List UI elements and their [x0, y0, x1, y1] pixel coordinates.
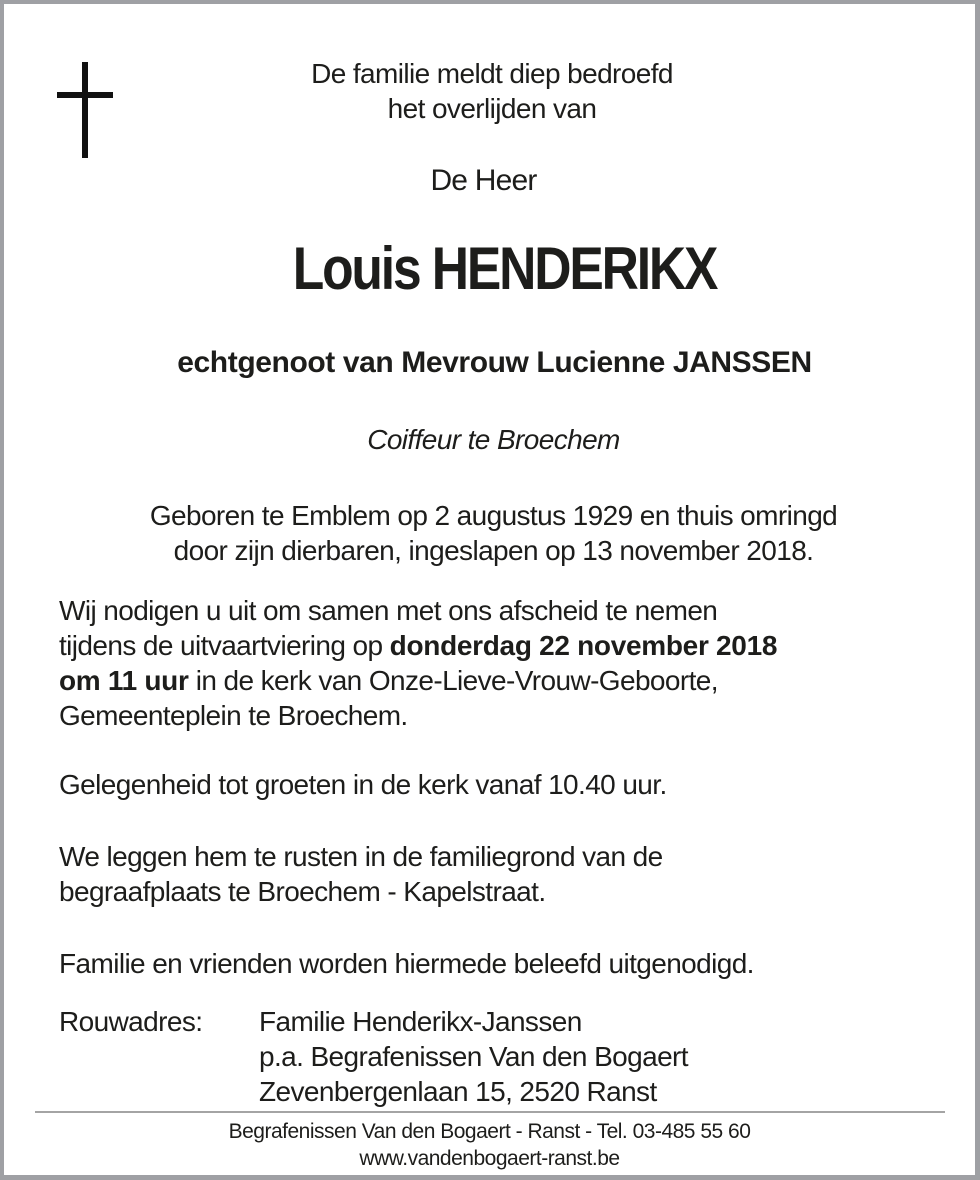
- funeral-time: om 11 uur: [59, 665, 189, 696]
- funeral-location: in de kerk van Onze-Lieve-Vrouw-Geboorte,: [188, 665, 718, 696]
- funeral-invitation: [59, 593, 939, 733]
- funeral-home-website[interactable]: www.vandenbogaert-ranst.be: [359, 1147, 620, 1170]
- funeral-date: donderdag 22 november 2018: [389, 630, 778, 661]
- invitation-text: tijdens de uitvaartviering op: [59, 630, 390, 661]
- invited-note: Familie en vrienden worden hiermede beleefd uitgenodigd.: [59, 948, 754, 979]
- invitation-line: Wij nodigen u uit om samen met ons afscheid te nemen: [59, 595, 718, 626]
- profession: Coiffeur te Broechem: [367, 424, 620, 455]
- intro-text: [4, 56, 980, 126]
- birth-death-line: door zijn dierbaren, ingeslapen op 13 november 2018.: [173, 535, 814, 566]
- address-line: Familie Henderikx-Janssen: [259, 1006, 582, 1037]
- deceased-name: Louis HENDERIKX: [292, 235, 717, 302]
- address-line: Zevenbergenlaan 15, 2520 Ranst: [259, 1076, 657, 1107]
- funeral-home-contact: Begrafenissen Van den Bogaert - Ranst - Tel. 03-485 55 60: [228, 1120, 751, 1143]
- mourning-address-lines: [259, 1004, 688, 1109]
- invitation-line: [59, 628, 939, 663]
- spouse-line: echtgenoot van Mevrouw Lucienne JANSSEN: [177, 346, 812, 379]
- birth-death-text: [8, 498, 979, 568]
- honorific-title: De Heer: [430, 164, 537, 197]
- birth-death-line: Geboren te Emblem op 2 augustus 1929 en thuis omringd: [149, 500, 838, 531]
- invitation-line: [59, 663, 939, 698]
- invitation-line: Gemeenteplein te Broechem.: [59, 700, 408, 731]
- burial-line: We leggen hem te rusten in de familiegrond van de: [59, 841, 663, 872]
- death-notice-card: [4, 4, 975, 1175]
- address-line: p.a. Begrafenissen Van den Bogaert: [259, 1041, 688, 1072]
- footer-divider: [35, 1111, 945, 1113]
- intro-line: De familie meldt diep bedroefd: [311, 58, 673, 89]
- intro-line: het overlijden van: [387, 93, 597, 124]
- burial-line: begraafplaats te Broechem - Kapelstraat.: [59, 876, 546, 907]
- mourning-address-label: Rouwadres:: [59, 1006, 203, 1037]
- footer: [4, 1118, 975, 1172]
- greeting-info: Gelegenheid tot groeten in de kerk vanaf 10.40 uur.: [59, 769, 667, 800]
- burial-info: [59, 839, 939, 909]
